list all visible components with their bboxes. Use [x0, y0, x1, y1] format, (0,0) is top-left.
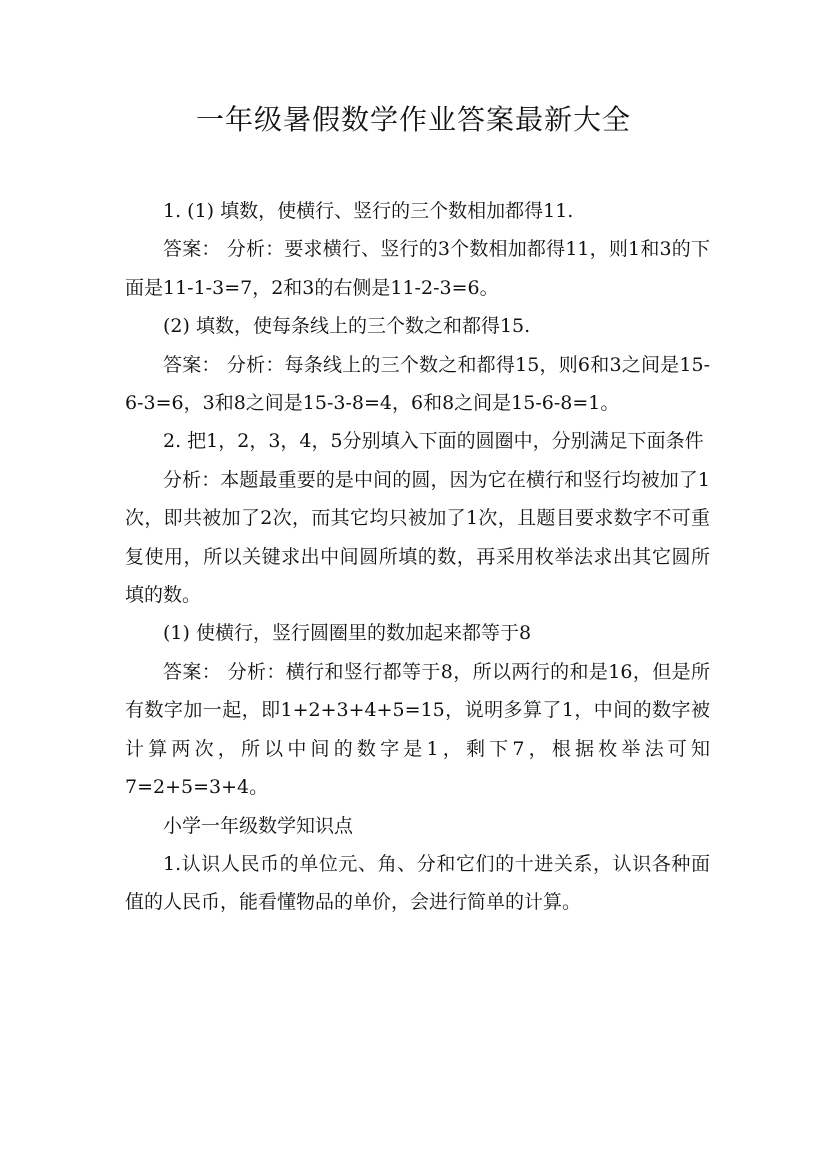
document-title: 一年级暑假数学作业答案最新大全: [195, 103, 631, 136]
paragraph-analysis-2: 分析：本题最重要的是中间的圆，因为它在横行和竖行均被加了1次，即共被加了2次，而其它均只被加了1次，且题目要求数字不可重复使用，所以关键求出中间圆所填的数，再采用枚举法求出其它圆所填的数。: [125, 468, 710, 607]
paragraph-answer-2-1: 答案： 分析：横行和竖行都等于8，所以两行的和是16，但是所有数字加一起，即1+2+3+4+5=15，说明多算了1，中间的数字被计算两次，所以中间的数字是1，剩下7，根据枚举法可知7=2+5=3+4。: [125, 660, 710, 799]
paragraph-q2: 2. 把1，2，3，4，5分别填入下面的圆圈中，分别满足下面条件: [163, 430, 704, 453]
paragraph-q1-1: 1. (1) 填数，使横行、竖行的三个数相加都得11.: [163, 200, 574, 222]
document-body: [125, 192, 710, 922]
paragraph-q2-1: (1) 使横行，竖行圆圈里的数加起来都等于8: [163, 622, 532, 645]
section-heading-knowledge: 小学一年级数学知识点: [163, 814, 354, 837]
paragraph-knowledge-1: 1.认识人民币的单位元、角、分和它们的十进关系，认识各种面值的人民币，能看懂物品的单价，会进行简单的计算。: [125, 852, 710, 914]
paragraph-q1-2: (2) 填数，使每条线上的三个数之和都得15.: [163, 315, 531, 338]
paragraph-answer-1-2: 答案： 分析：每条线上的三个数之和都得15，则6和3之间是15-6-3=6，3和8之间是15-3-8=4，6和8之间是15-6-8=1。: [125, 353, 710, 415]
paragraph-answer-1-1: 答案： 分析：要求横行、竖行的3个数相加都得11，则1和3的下面是11-1-3=7，2和3的右侧是11-2-3=6。: [125, 238, 710, 299]
